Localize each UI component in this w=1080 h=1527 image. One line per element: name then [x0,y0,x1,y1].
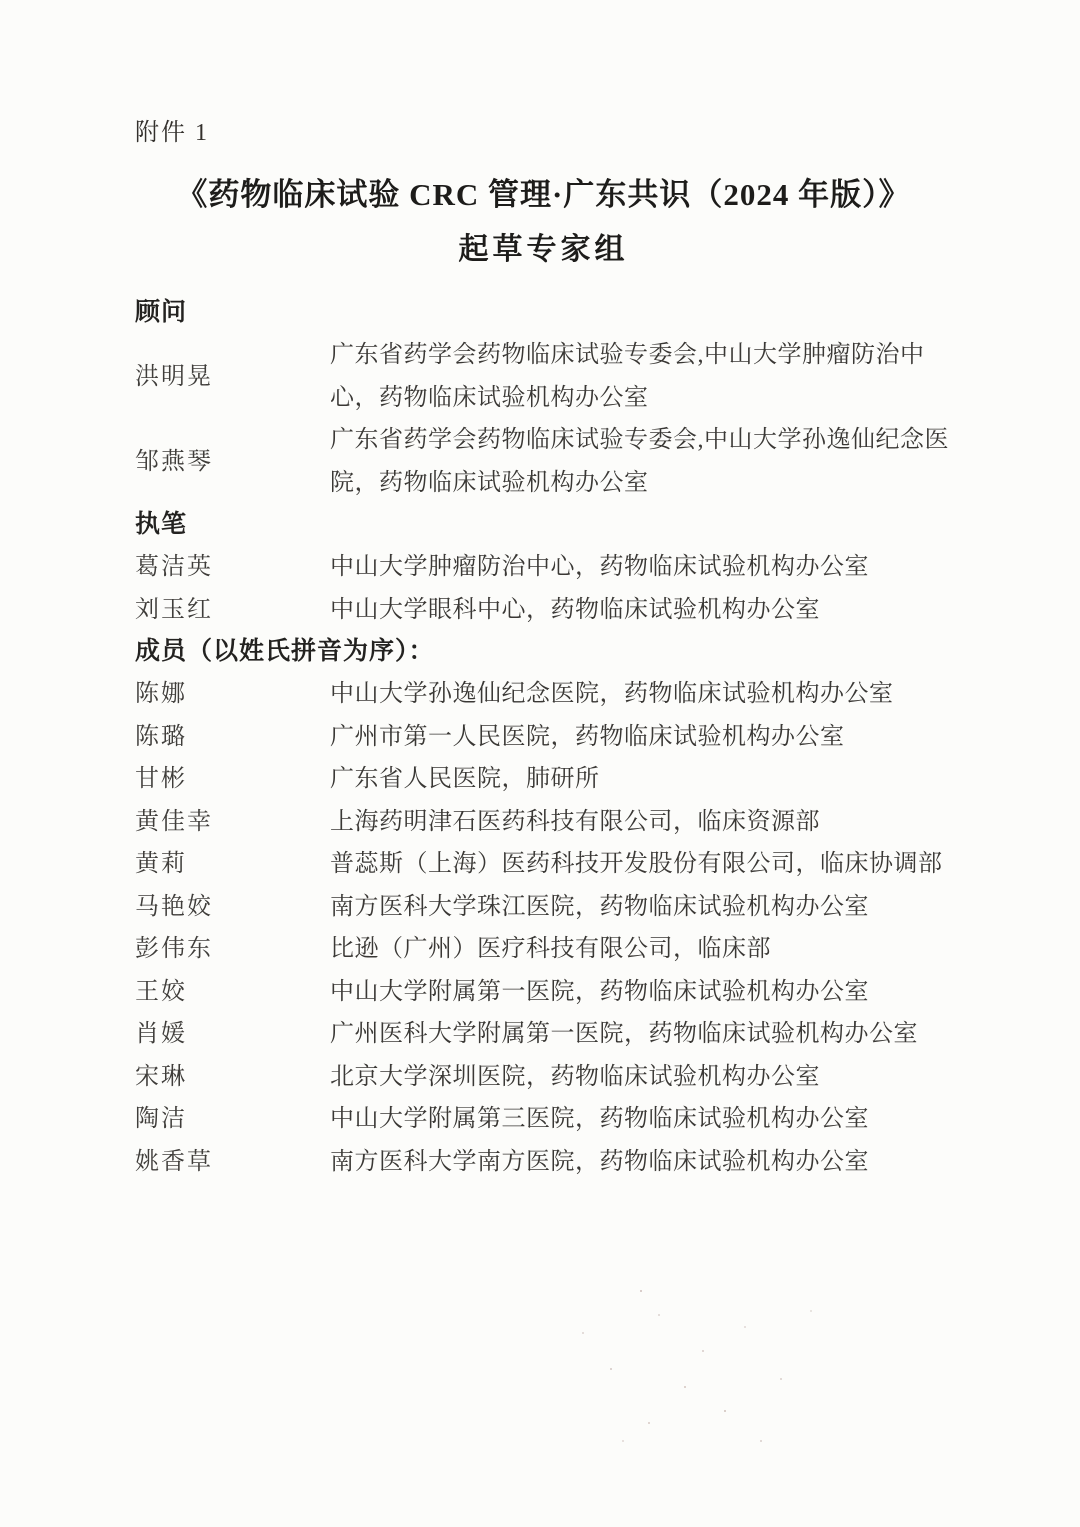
person-name: 王姣 [135,978,187,1005]
expert-roster [135,292,952,1183]
person-name: 邹燕琴 [135,448,213,475]
roster-row [135,1098,952,1141]
person-name: 陶洁 [135,1106,187,1133]
person-affiliation: 中山大学肿瘤防治中心，药物临床试验机构办公室 [330,554,869,580]
roster-row [135,1141,952,1184]
person-affiliation: 中山大学附属第三医院，药物临床试验机构办公室 [330,1106,869,1132]
roster-row [135,1056,952,1099]
person-affiliation: 普蕊斯（上海）医药科技开发股份有限公司，临床协调部 [330,851,943,877]
person-name: 葛洁英 [135,554,213,581]
person-affiliation: 上海药明津石医药科技有限公司，临床资源部 [330,808,820,835]
roster-row [135,758,952,801]
person-affiliation: 南方医科大学南方医院，药物临床试验机构办公室 [330,1148,869,1175]
person-name: 甘彬 [135,766,187,793]
roster-row [135,419,952,504]
roster-row [135,1013,952,1056]
person-affiliation: 广州市第一人民医院，药物临床试验机构办公室 [330,723,845,750]
person-name: 洪明晃 [135,363,213,390]
person-name: 陈娜 [135,681,187,708]
roster-row [135,971,952,1014]
roster-row [135,886,952,929]
document-subtitle: 起草专家组 [458,233,629,266]
scan-noise-speckles [640,1290,642,1292]
person-affiliation: 中山大学孙逸仙纪念医院，药物临床试验机构办公室 [330,681,894,707]
person-name: 肖媛 [135,1021,187,1048]
person-name: 彭伟东 [135,936,213,963]
roster-row [135,716,952,759]
person-affiliation: 广东省人民医院，肺研所 [330,766,600,792]
person-name: 宋琳 [135,1063,187,1090]
person-name: 黄莉 [135,851,187,878]
roster-row [135,589,952,632]
roster-row [135,801,952,844]
person-name: 姚香草 [135,1148,213,1175]
person-name: 马艳姣 [135,893,213,920]
person-affiliation: 广州医科大学附属第一医院，药物临床试验机构办公室 [330,1021,918,1047]
members-list [135,673,952,1183]
section-heading-members: 成员（以姓氏拼音为序）： [135,638,435,665]
writers-list [135,546,952,631]
person-affiliation: 广东省药学会药物临床试验专委会,中山大学肿瘤防治中心，药物临床试验机构办公室 [330,342,925,411]
attachment-label: 附件 1 [135,120,209,146]
person-name: 陈璐 [135,723,187,750]
roster-row [135,673,952,716]
document-title: 《药物临床试验 CRC 管理·广东共识（2024 年版）》 [176,177,911,212]
person-affiliation: 中山大学眼科中心，药物临床试验机构办公室 [330,596,820,623]
person-affiliation: 南方医科大学珠江医院，药物临床试验机构办公室 [330,893,869,920]
section-heading-advisors: 顾问 [135,299,188,326]
person-affiliation: 北京大学深圳医院，药物临床试验机构办公室 [330,1063,820,1090]
person-name: 刘玉红 [135,596,213,623]
advisors-list [135,334,952,504]
roster-row [135,843,952,886]
section-heading-writers: 执笔 [135,511,188,538]
person-name: 黄佳幸 [135,808,213,835]
person-affiliation: 中山大学附属第一医院，药物临床试验机构办公室 [330,978,869,1005]
person-affiliation: 比逊（广州）医疗科技有限公司，临床部 [330,936,771,962]
roster-row [135,546,952,589]
roster-row [135,928,952,971]
person-affiliation: 广东省药学会药物临床试验专委会,中山大学孙逸仙纪念医院，药物临床试验机构办公室 [330,427,949,496]
roster-row [135,334,952,419]
